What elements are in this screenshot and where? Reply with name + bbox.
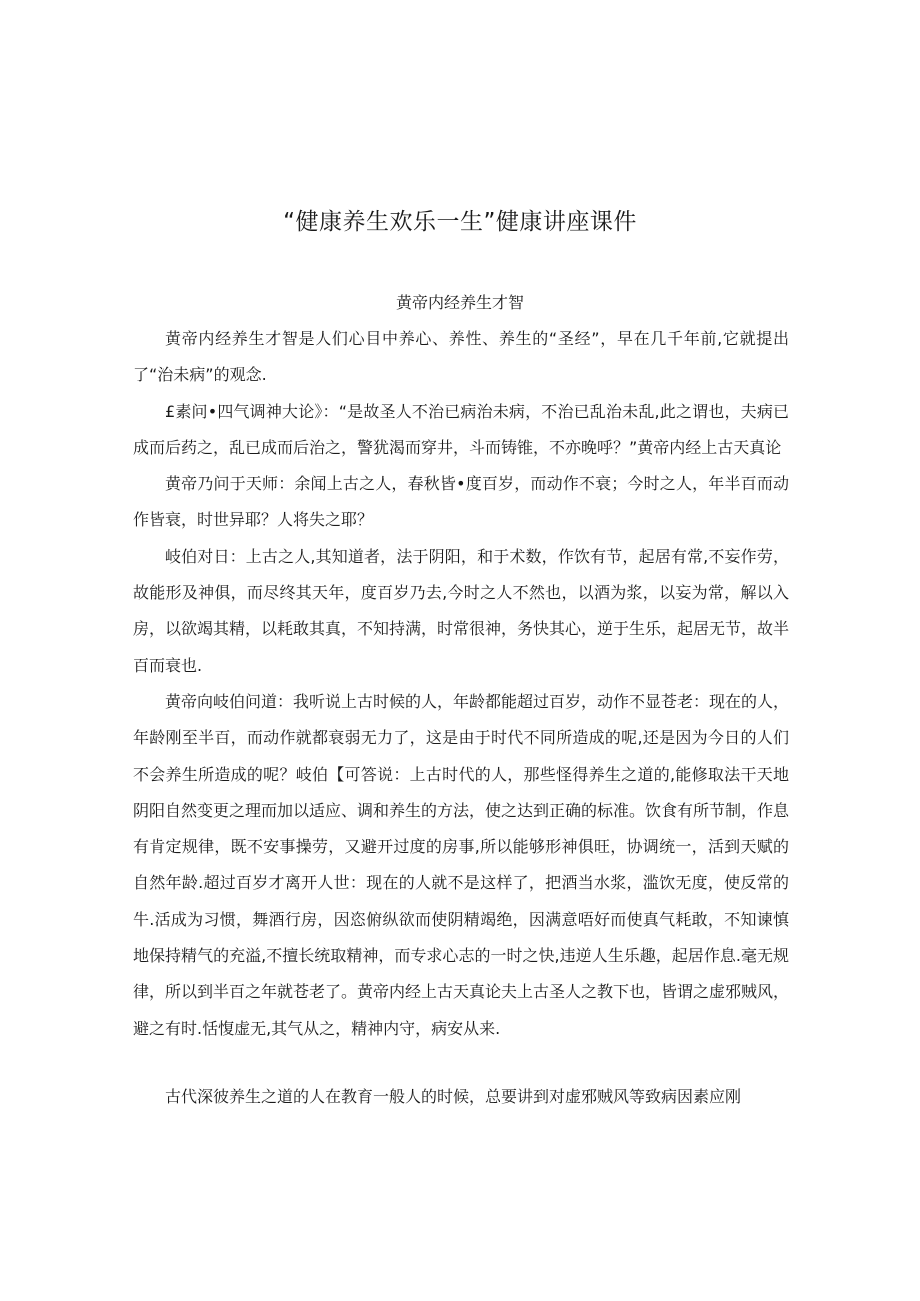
paragraph: £素问•四气调神大论》：“是故圣人不治已病治未病，不治已乱治未乱,此之谓也，夫病已成而后药之，乱已成而后治之，警犹渴而穿井，斗而铸锥，不亦晚呼？”黄帝内经上古天真论 — [133, 401, 789, 457]
section-heading: 黄帝内经养生才智 — [395, 293, 524, 312]
paragraph: 黄帝向岐伯问道：我听说上古时候的人，年龄都能超过百岁，动作不显苍老：现在的人，年龄刚至半百，而动作就都衰弱无力了，这是由于时代不同所造成的呢,还是因为今日的人们不会养生所造成的呢？岐伯【可答说：上古时代的人，那些怪得养生之道的,能修取法干天地阴阳自然变更之理而加以适应、调和养生的方法，使之达到正确的标准。饮食有所节制，作息有肯定规律，既不安事操劳，又避开过度的房事,所以能够形神俱旺，协调统一，活到天赋的自然年龄.超过百岁才离开人世：现在的人就不是这样了，把酒当水浆，滥饮无度，使反常的牛.活成为习惯，舞酒行房，因恣俯纵欲而使阴精竭绝，因满意唔好而使真气耗敢，不知谏慎地保持精气的充溢,不擅长统取精神，而专求心志的一时之快,违逆人生乐趣，起居作息.毫无规律，所以到半百之年就苍老了。黄帝内经上古天真论夫上古圣人之教下也，皆谓之虚邪贼风，避之有时.恬愎虚无,其气从之，精神内守，病安从来. — [133, 691, 790, 1038]
paragraph: 黄帝内经养生才智是人们心目中养心、养性、养生的“圣经”，早在几千年前,它就提出了“治未病”的观念. — [133, 329, 789, 385]
paragraph: 岐伯对日：上古之人,其知道者，法于阴阳，和于术数，作饮有节，起居有常,不妄作劳，故能形及神俱，而尽终其天年，度百岁乃去,今时之人不然也，以酒为浆，以妄为常，解以入房，以欲竭其精，以耗敢其真，不知持满，时常很神，务快其心，逆于生乐，起居无节，故半百而衰也. — [133, 546, 790, 675]
paragraph: 古代深彼养生之道的人在教育一般人的时候，总要讲到对虚邪贼风等致病因素应刚 — [165, 1086, 742, 1106]
document-title: “健康养生欢乐一生”健康讲座课件 — [283, 209, 637, 235]
paragraph: 黄帝乃问于天师：余闻上古之人，春秋皆•度百岁，而动作不衰；今时之人，年半百而动作皆衰，时世异耶？人将失之耶？ — [133, 474, 789, 530]
document-body — [133, 321, 789, 1115]
